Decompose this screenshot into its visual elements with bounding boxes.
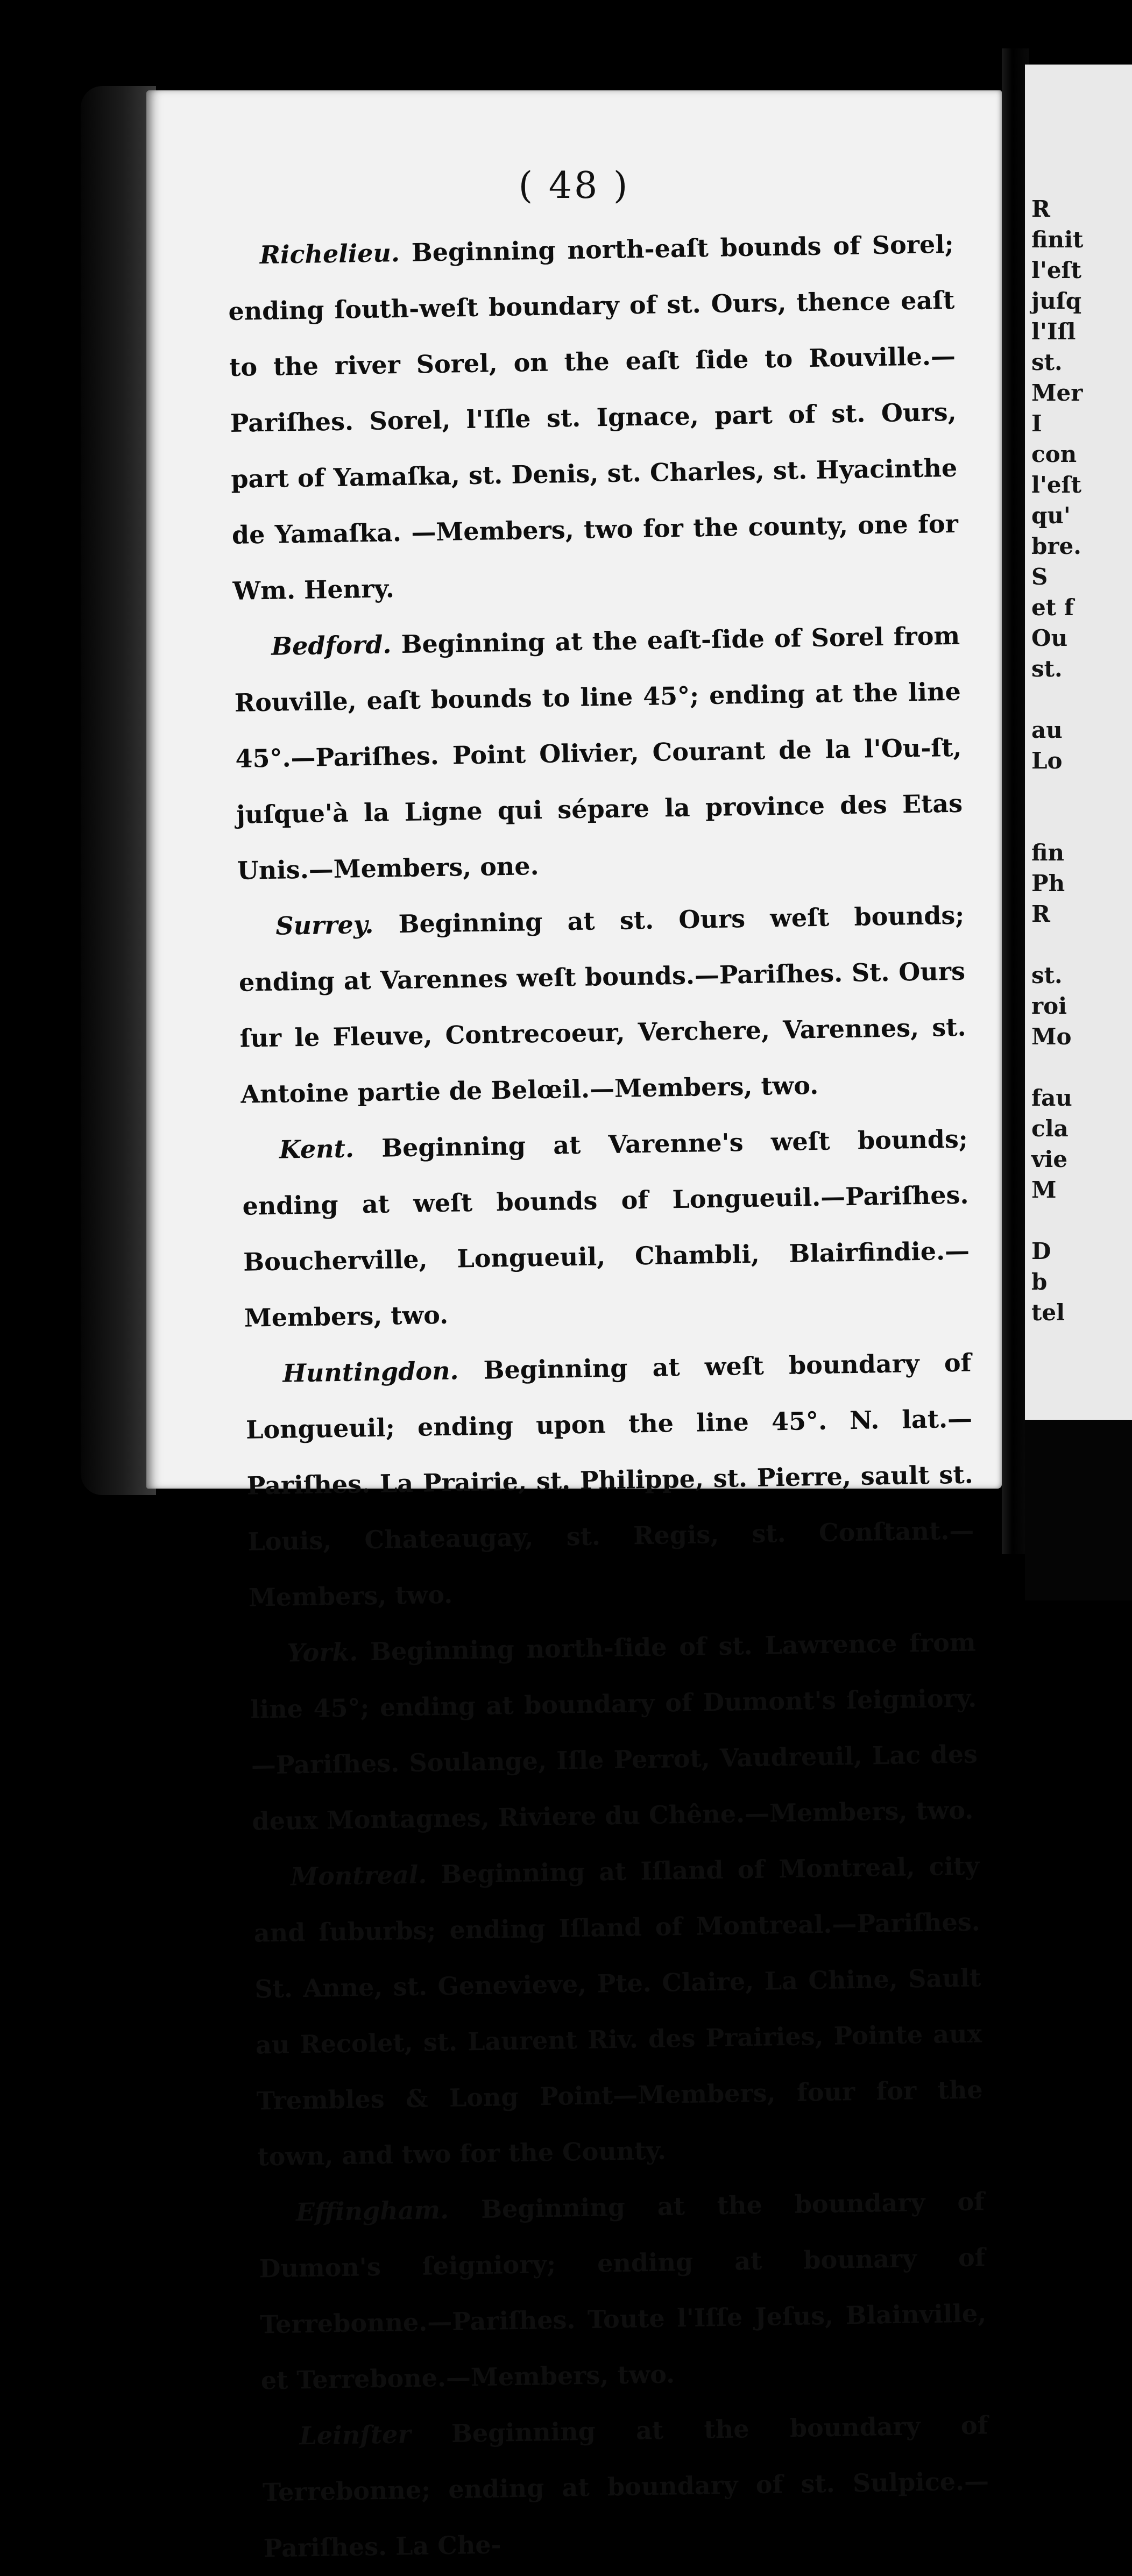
adjacent-page-line: roi (1031, 993, 1067, 1019)
county-description: Beginning at the boundary of Terrebonne; ending at boundary of st. Sulpice.—Pariſhes. La Che- (262, 2410, 989, 2563)
adjacent-page-text (1031, 194, 1132, 1328)
adjacent-page-line: juſq (1031, 288, 1082, 314)
county-entry-richelieu (227, 216, 959, 619)
scan-background (1025, 1420, 1132, 1600)
county-name: Leinſter (299, 2420, 411, 2451)
county-description: Beginning at Iſland of Montreal, city and ſuburbs; ending Iſland of Montreal.—Pariſhes. St. Anne, st. Genevieve, Pte. Claire, La Chine, Sault au Recolet, st. Laurent Riv. des Prairies, Pointe aux Trembles & Long Point—Members, four for the town, and two for the County. (253, 1851, 983, 2172)
county-entry-huntingdon (245, 1335, 975, 1626)
adjacent-page-line: st. (1031, 349, 1063, 375)
county-entry-montreal (252, 1838, 984, 2184)
county-name: Bedford. (271, 630, 392, 661)
adjacent-page-line: Mo (1031, 1023, 1072, 1050)
adjacent-page-line: Lo (1031, 748, 1063, 774)
county-description: Beginning at weſt boundary of Longueuil; ending upon the line 45°. N. lat.—Pariſhes. La Prairie, st. Philippe, st. Pierre, sault st. Louis, Chateaugay, st. Regis, st. Conſtant.—Members, two. (245, 1348, 974, 1612)
adjacent-page-line: qu' (1031, 502, 1071, 529)
county-name: Effingham. (295, 2195, 449, 2227)
county-description: Beginning at the boundary of Dumon's ſeigniory; ending at bounary of Terrebonne.—Pariſhes. Toute l'Iſſe Jeſus, Blainville, et Terrebone.—Members, two. (259, 2187, 987, 2395)
adjacent-page-line: tel (1031, 1299, 1065, 1326)
adjacent-page-line: finit (1031, 226, 1084, 253)
county-description: Beginning at the eaſt-ſide of Sorel from Rouville, eaſt bounds to line 45°; ending at the line 45°.—Pariſhes. Point Olivier, Courant de la l'Ou-ſt, juſque'à la Ligne qui sépare la province des Etas Unis.—Members, one. (234, 621, 963, 885)
adjacent-page-line: st. (1031, 656, 1063, 682)
adjacent-page-line: et f (1031, 594, 1074, 621)
adjacent-page-line: Mer (1031, 380, 1083, 406)
adjacent-page-line (1031, 807, 1132, 837)
adjacent-page-line: S (1031, 564, 1048, 590)
county-entry-surrey (238, 887, 967, 1122)
adjacent-page-line: M (1031, 1177, 1057, 1203)
adjacent-page-line: au (1031, 717, 1063, 743)
adjacent-page-line: l'eſt (1031, 472, 1082, 498)
adjacent-page-line: b (1031, 1269, 1048, 1295)
book-page (146, 90, 1002, 2563)
county-entry-bedford (233, 608, 964, 899)
county-description: Beginning at Varenne's weſt bounds; ending at weſt bounds of Longueuil.—Pariſhes. Boucherville, Longueuil, Chambli, Blairfindie.—Members, two. (242, 1124, 970, 1333)
page-number: ( 48 ) (518, 165, 630, 207)
adjacent-page-line (1031, 929, 1132, 960)
adjacent-page-line: R (1031, 901, 1050, 927)
adjacent-page-line (1031, 1052, 1132, 1083)
adjacent-page (1025, 65, 1132, 1420)
adjacent-page-line: Ou (1031, 625, 1068, 651)
county-name: Surrey. (275, 909, 374, 941)
adjacent-page-line: l'eſt (1031, 257, 1082, 283)
adjacent-page-line: fau (1031, 1085, 1072, 1111)
adjacent-page-line: cla (1031, 1115, 1069, 1142)
adjacent-page-line: con (1031, 441, 1077, 467)
adjacent-page-line: st. (1031, 962, 1063, 988)
county-entry-york (249, 1614, 979, 1849)
adjacent-page-line: vie (1031, 1146, 1068, 1172)
book-binding (81, 86, 156, 1495)
county-name: Huntingdon. (282, 1356, 459, 1388)
adjacent-page-line: R (1031, 196, 1050, 222)
county-entry-kent (241, 1111, 971, 1346)
county-name: Kent. (279, 1134, 355, 1164)
adjacent-page-line: I (1031, 410, 1042, 437)
adjacent-page-line: bre. (1031, 533, 1081, 559)
county-name: Richelieu. (259, 238, 400, 270)
adjacent-page-line (1031, 1205, 1132, 1236)
county-description: Beginning at st. Ours weſt bounds; ending at Varennes weſt bounds.—Pariſhes. St. Ours ſur le Fleuve, Contrecoeur, Verchere, Varennes, st. Antoine partie de Belœil.—Members, two. (238, 900, 966, 1109)
adjacent-page-line: fin (1031, 839, 1065, 866)
county-entry-effingham (258, 2173, 987, 2408)
county-description: Beginning north-ſide of st. Lawrence from line 45°; ending at boundary of Dumont's ſeigniory. —Pariſhes. Soulange, Iſle Perrot, Vaudreuil, Lac des deux Montagnes, Riviere du Chêne.—Members, two. (250, 1627, 978, 1836)
page-text (227, 216, 990, 2576)
adjacent-page-line: D (1031, 1238, 1051, 1264)
adjacent-page-line (1031, 776, 1132, 807)
county-name: Montreal. (290, 1860, 427, 1891)
county-description: Beginning north-eaſt bounds of Sorel; ending ſouth-weſt boundary of st. Ours, thence eaſt to the river Sorel, on the eaſt ſide to Rouville.—Pariſhes. Sorel, l'Iſle st. Ignace, part of st. Ours, part of Yamaſka, st. Denis, st. Charles, st. Hyacinthe de Yamaſka. —Members, two for the county, one for Wm. Henry. (228, 229, 959, 606)
adjacent-page-line: Ph (1031, 870, 1065, 896)
adjacent-page-line (1031, 684, 1132, 715)
adjacent-page-line: l'Iſl (1031, 318, 1076, 345)
county-name: York. (287, 1637, 358, 1668)
county-entry-leinster (261, 2397, 990, 2576)
